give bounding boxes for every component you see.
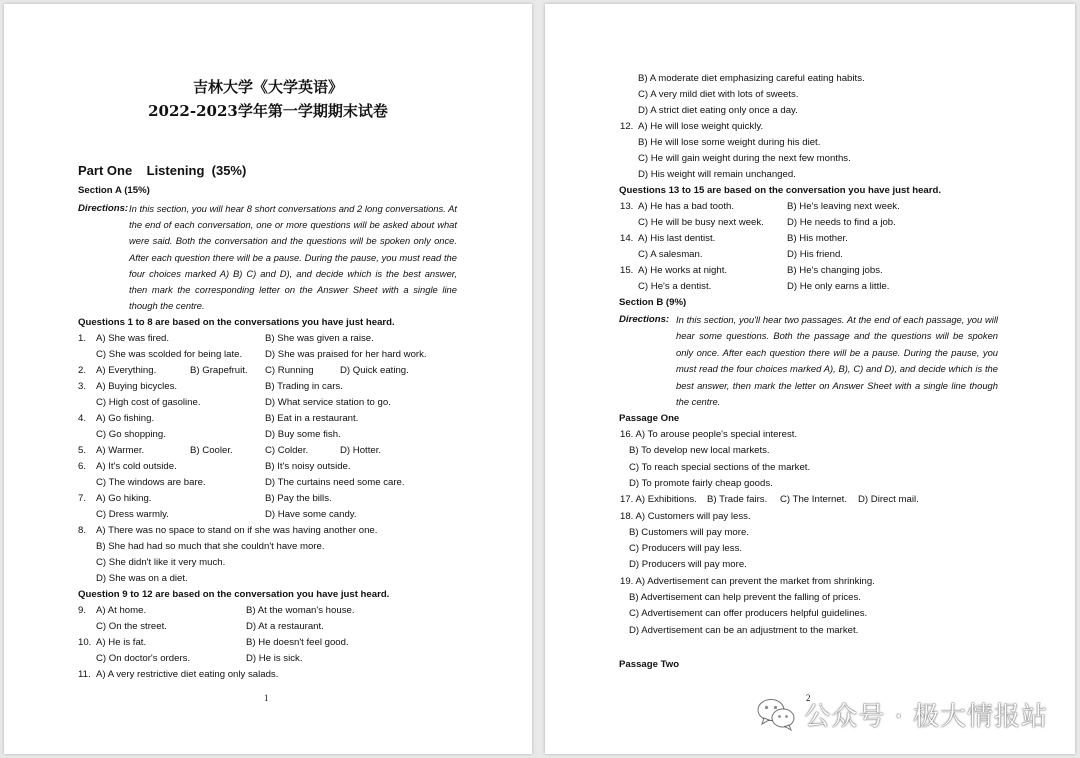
directions-text [129, 201, 457, 314]
questions-13-15-heading: Questions 13 to 15 are based on the conversation you have just heard. [619, 185, 942, 196]
answer-option: C) The Internet. [780, 494, 848, 506]
answer-option: C) A very mild diet with lots of sweets. [638, 89, 799, 100]
question-number: 11. [78, 669, 91, 680]
directions-body-b: In this section, you'll hear two passages. At the end of each passage, you will hear some questions. Both the passage and the questions will be spoken only once. After each question there will be a pause. During the pause, you must read the four choices marked A), B), C) and D), and decide which is the best answer, then mark the letter on Answer Sheet with a single line though the centre. [676, 314, 998, 408]
answer-option: C) Producers will pay less. [629, 543, 743, 555]
answer-option: D) The curtains need some care. [265, 477, 405, 488]
watermark-text: 公众号 · 极大情报站 [804, 701, 1048, 732]
section-a-heading: Section A (15%) [78, 185, 150, 196]
answer-option: A) She was fired. [96, 333, 170, 344]
answer-option: B) His mother. [787, 233, 848, 244]
page-number: 1 [264, 693, 269, 703]
answer-option: A) Warmer. [96, 445, 145, 456]
answer-option: B) Customers will pay more. [629, 526, 749, 538]
answer-option: D) Buy some fish. [265, 429, 341, 440]
answer-option: B) Trading in cars. [265, 381, 343, 392]
answer-option: C) He will be busy next week. [638, 217, 764, 228]
part-one-heading: Part One Listening (35%) [78, 163, 247, 178]
answer-option: D) He needs to find a job. [787, 217, 896, 228]
answer-option: C) She didn't like it very much. [96, 557, 226, 568]
answer-option: D) He only earns a little. [787, 281, 890, 292]
question-number: 7. [78, 493, 87, 504]
answer-option: B) At the woman's house. [246, 605, 355, 616]
answer-option: A) A very restrictive diet eating only salads. [96, 669, 279, 680]
answer-option: C) The windows are bare. [96, 477, 206, 488]
answer-option: B) Cooler. [190, 445, 233, 456]
answer-option: C) He's a dentist. [638, 281, 712, 292]
answer-option: D) His weight will remain unchanged. [638, 169, 796, 180]
question-number: 6. [78, 461, 87, 472]
answer-option: B) He doesn't feel good. [246, 637, 349, 648]
question-number: 13. [620, 201, 634, 212]
wechat-icon [756, 697, 796, 731]
answer-option: C) She was scolded for being late. [96, 349, 243, 360]
answer-option: 18. A) Customers will pay less. [620, 510, 751, 522]
questions-1-8-heading: Questions 1 to 8 are based on the conversations you have just heard. [78, 317, 395, 328]
answer-option: C) On the street. [96, 621, 167, 632]
question-number: 2. [78, 365, 87, 376]
answer-option: 17. A) Exhibitions. [620, 494, 697, 506]
answer-option: D) What service station to go. [265, 397, 391, 408]
exam-title-line2: 2022-2023学年第一学期期末试卷 [148, 102, 388, 120]
answer-option: B) She was given a raise. [265, 333, 374, 344]
answer-option: C) Advertisement can offer producers helpful guidelines. [629, 608, 868, 620]
question-number: 3. [78, 381, 87, 392]
section-b-heading: Section B (9%) [619, 297, 687, 308]
answer-option: D) She was praised for her hard work. [265, 349, 427, 360]
answer-option: D) He is sick. [246, 653, 303, 664]
answer-option: A) He has a bad tooth. [638, 201, 734, 212]
directions-body: In this section, you will hear 8 short conversations and 2 long conversations. At the end of each conversation, one or more questions will be asked about what were said. Both the conversation and the questions will be spoken only once. After each question there will be a pause. During the pause, you must read the four choices marked A) B) C) and D), and decide which is the best answer, then mark the corresponding letter on the Answer Sheet with a single line though the centre. [129, 203, 457, 312]
answer-option: B) He's leaving next week. [787, 201, 900, 212]
answer-option: B) He's changing jobs. [787, 265, 883, 276]
question-number: 9. [78, 605, 87, 616]
answer-option: C) To reach special sections of the market. [629, 461, 811, 473]
answer-option: A) Go hiking. [96, 493, 152, 504]
answer-option: 19. A) Advertisement can prevent the market from shrinking. [620, 575, 875, 587]
answer-option: D) A strict diet eating only once a day. [638, 105, 798, 116]
answer-option: C) Colder. [265, 445, 309, 456]
answer-option: A) At home. [96, 605, 147, 616]
question-number: 8. [78, 525, 87, 536]
answer-option: 16. A) To arouse people's special interest. [620, 429, 798, 440]
passage-two-heading: Passage Two [619, 659, 680, 670]
answer-option: D) His friend. [787, 249, 843, 260]
question-number: 4. [78, 413, 87, 424]
answer-option: B) Eat in a restaurant. [265, 413, 359, 424]
passage-one-heading: Passage One [619, 413, 680, 424]
answer-option: B) Advertisement can help prevent the falling of prices. [629, 592, 861, 603]
answer-option: D) Have some candy. [265, 509, 357, 520]
answer-option: A) There was no space to stand on if she was having another one. [96, 525, 378, 536]
answer-option: A) He works at night. [638, 265, 728, 276]
exam-title-line1: 吉林大学《大学英语》 [192, 78, 343, 96]
answer-option: A) It's cold outside. [96, 461, 177, 472]
answer-option: D) Direct mail. [858, 494, 919, 506]
answer-option: D) To promote fairly cheap goods. [629, 477, 773, 489]
watermark [756, 694, 1048, 734]
question-number: 14. [620, 233, 634, 244]
exam-page-2 [545, 4, 1075, 754]
directions-label-b: Directions: [619, 314, 670, 325]
answer-option: B) She had had so much that she couldn't have more. [96, 541, 325, 552]
answer-option: C) He will gain weight during the next few months. [638, 153, 851, 164]
directions-label: Directions: [78, 203, 129, 214]
answer-option: B) Pay the bills. [265, 493, 332, 504]
answer-option: D) Producers will pay more. [629, 559, 747, 571]
answer-option: D) Quick eating. [340, 365, 409, 376]
page-number-2: 2 [806, 693, 811, 703]
answer-option: C) Running [265, 365, 314, 376]
exam-page-1 [4, 4, 532, 754]
answer-option: D) Advertisement can be an adjustment to the market. [629, 624, 859, 636]
answer-option: D) Hotter. [340, 445, 382, 456]
question-number: 1. [78, 333, 87, 344]
answer-option: C) Go shopping. [96, 429, 166, 440]
answer-option: B) He will lose some weight during his diet. [638, 137, 821, 148]
directions-text-b [676, 312, 998, 410]
answer-option: D) She was on a diet. [96, 573, 188, 584]
answer-option: C) High cost of gasoline. [96, 397, 201, 408]
answer-option: B) To develop new local markets. [629, 445, 770, 457]
answer-option: B) Trade fairs. [707, 494, 768, 506]
answer-option: C) On doctor's orders. [96, 653, 191, 664]
answer-option: D) At a restaurant. [246, 621, 324, 632]
answer-option: B) A moderate diet emphasizing careful eating habits. [638, 73, 865, 84]
answer-option: C) A salesman. [638, 249, 703, 260]
question-number: 12. [620, 121, 634, 132]
question-number: 10. [78, 637, 92, 648]
answer-option: A) Go fishing. [96, 413, 155, 424]
answer-option: A) Buying bicycles. [96, 381, 178, 392]
answer-option: B) Grapefruit. [190, 365, 248, 376]
answer-option: A) He is fat. [96, 637, 147, 648]
question-number: 15. [620, 265, 634, 276]
answer-option: A) He will lose weight quickly. [638, 121, 764, 132]
answer-option: C) Dress warmly. [96, 509, 169, 520]
questions-9-12-heading: Question 9 to 12 are based on the conversation you have just heard. [78, 589, 390, 600]
answer-option: A) Everything. [96, 365, 157, 376]
answer-option: B) It's noisy outside. [265, 461, 351, 472]
answer-option: A) His last dentist. [638, 233, 716, 244]
question-number: 5. [78, 445, 87, 456]
